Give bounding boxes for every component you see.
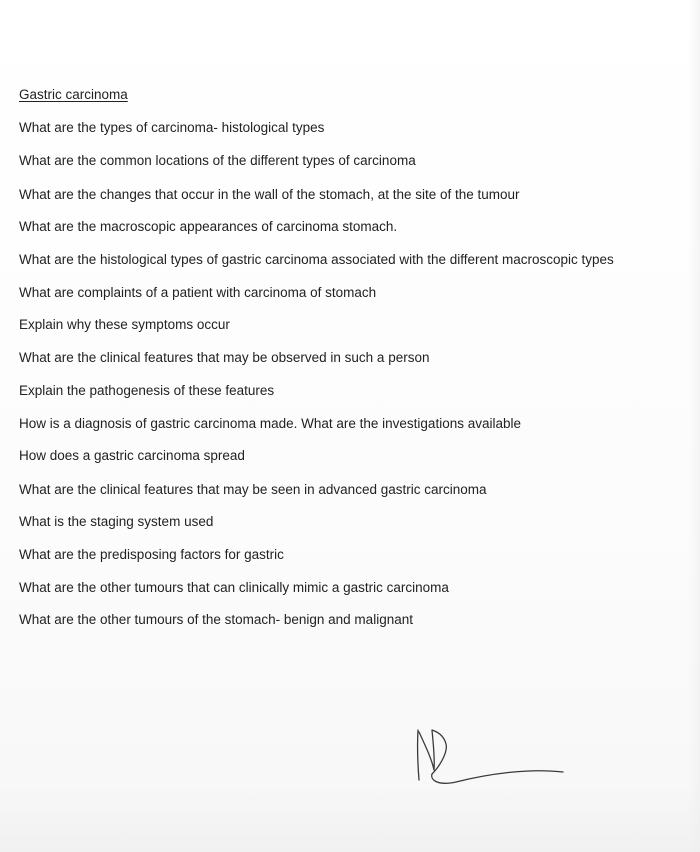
question-item: What are the histological types of gastric carcinoma associated with the different macroscopic types — [19, 252, 614, 267]
question-item: Explain why these symptoms occur — [19, 317, 230, 332]
question-item: What are the clinical features that may be seen in advanced gastric carcinoma — [19, 482, 487, 497]
question-item: What are the clinical features that may be observed in such a person — [19, 350, 430, 365]
question-item: What are the other tumours that can clinically mimic a gastric carcinoma — [19, 580, 449, 595]
question-item: What are the changes that occur in the wall of the stomach, at the site of the tumour — [19, 187, 520, 202]
question-item: What is the staging system used — [19, 514, 214, 529]
question-item: What are the types of carcinoma- histological types — [19, 120, 325, 135]
scan-shadow-right — [688, 0, 700, 852]
question-item: What are the macroscopic appearances of carcinoma stomach. — [19, 219, 398, 234]
question-item: What are the predisposing factors for gastric — [19, 547, 284, 562]
question-item: How does a gastric carcinoma spread — [19, 448, 245, 463]
question-item: What are the other tumours of the stomach- benign and malignant — [19, 612, 413, 627]
question-item: What are complaints of a patient with carcinoma of stomach — [19, 285, 377, 300]
document-title: Gastric carcinoma — [19, 87, 128, 102]
question-item: Explain the pathogenesis of these features — [19, 383, 275, 398]
question-item: What are the common locations of the different types of carcinoma — [19, 153, 416, 168]
question-item: How is a diagnosis of gastric carcinoma made. What are the investigations available — [19, 416, 521, 431]
scan-shadow-bottom — [0, 782, 700, 852]
handwritten-signature-icon — [408, 722, 568, 802]
